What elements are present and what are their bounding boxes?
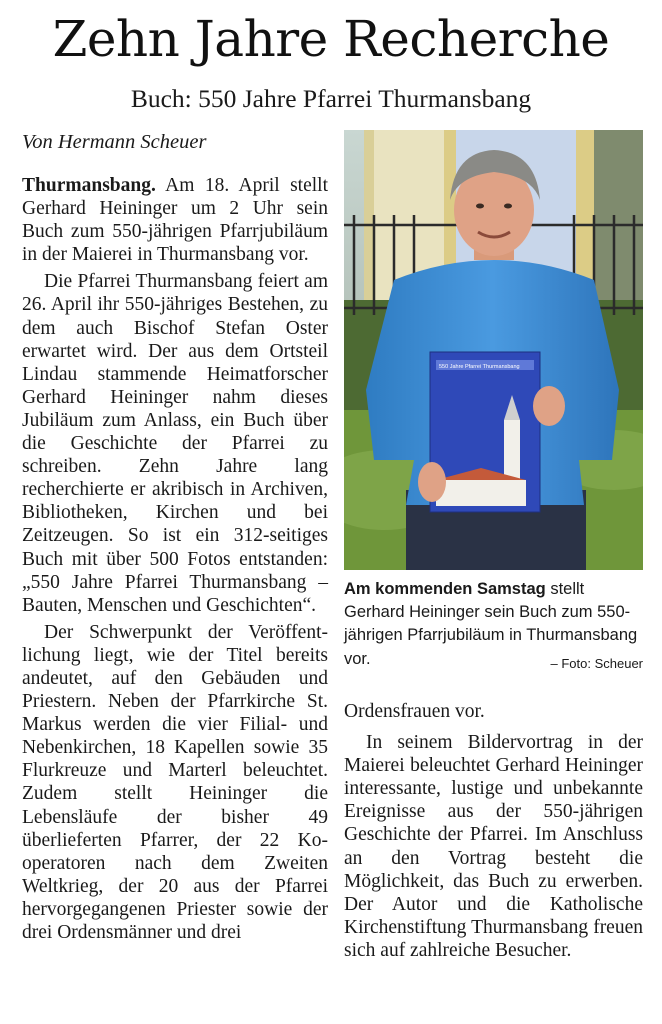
photo-author-with-book (344, 130, 643, 570)
paragraph-1 (22, 174, 328, 266)
caption-text: stellt Gerhard Heininger sein Buch zum 550-jährigen Pfarrjubiläum in Thurmansbang vor. (344, 580, 638, 668)
caption-lead: Am kommenden Samstag (344, 580, 546, 598)
article-column-left (22, 174, 328, 944)
paragraph-3-continued: Ordensfrauen vor. (344, 701, 485, 722)
headline: Zehn Jahre Recherche (52, 10, 610, 68)
paragraph-1-text: Am 18. April stellt Gerhard Heininger um 2 Uhr sein Buch zum 550-jährigen Pfarrjubiläum in der Maierei in Thurmansbang vor. (22, 175, 328, 266)
paragraph-4: In seinem Bildervortrag in der Maierei beleuchtet Gerhard Heininger interessante, lustige und unbekannte Ereignisse aus der 550-jährigen Geschichte der Pfarrei. Im Anschluss an den Vortrag besteht die Möglichkeit, das Buch zu erwerben. Der Autor und die Katholische Kirchenstiftung Thurmansbang freuen sich auf zahlreiche Besucher. (344, 732, 643, 961)
byline: Von Hermann Scheuer (22, 131, 207, 153)
photo-illustration (344, 130, 643, 570)
dateline: Thurmansbang. (22, 175, 156, 196)
paragraph-3: Der Schwerpunkt der Veröffentlichung liegt, wie der Titel bereits andeutet, auf den Gebäuden und Priestern. Neben der Pfarrkirche St. Markus werden die vier Filial- und Nebenkirchen, 18 Kapellen sowie 35 Flurkreuze und Marterl beleuchtet. Zudem stellt Heininger die Lebensläufe der bisher 49 überlieferten Pfarrer, der 22 Kooperatoren nach dem Zweiten Weltkrieg, der 20 aus der Pfarrei hervorgegangenen Priester sowie der drei Ordensmänner und drei (22, 621, 328, 943)
photo-credit: – Foto: Scheuer (550, 656, 643, 671)
book-cover-title: 550 Jahre Pfarrei Thurmansbang (439, 364, 520, 370)
paragraph-2: Die Pfarrei Thurmansbang feiert am 26. April ihr 550-jähriges Bestehen, zu dem auch Bischof Stefan Oster erwartet wird. Der aus dem Ortsteil Lindau stammende Heimatforscher Gerhard Heininger nahm dieses Jubiläum zum Anlass, ein Buch über die Geschichte der Pfarrei zu schreiben. Zehn Jahre lang recherchierte er akribisch in Archiven, Bibliotheken, Kirchen und bei Zeitzeugen. So ist ein 312-seitiges Buch mit über 500 Fotos entstanden: „550 Jahre Pfarrei Thurmansbang – Bauten, Menschen und Geschichten“. (22, 271, 328, 616)
subheadline: Buch: 550 Jahre Pfarrei Thurmansbang (130, 84, 532, 113)
article-column-right (344, 700, 643, 962)
